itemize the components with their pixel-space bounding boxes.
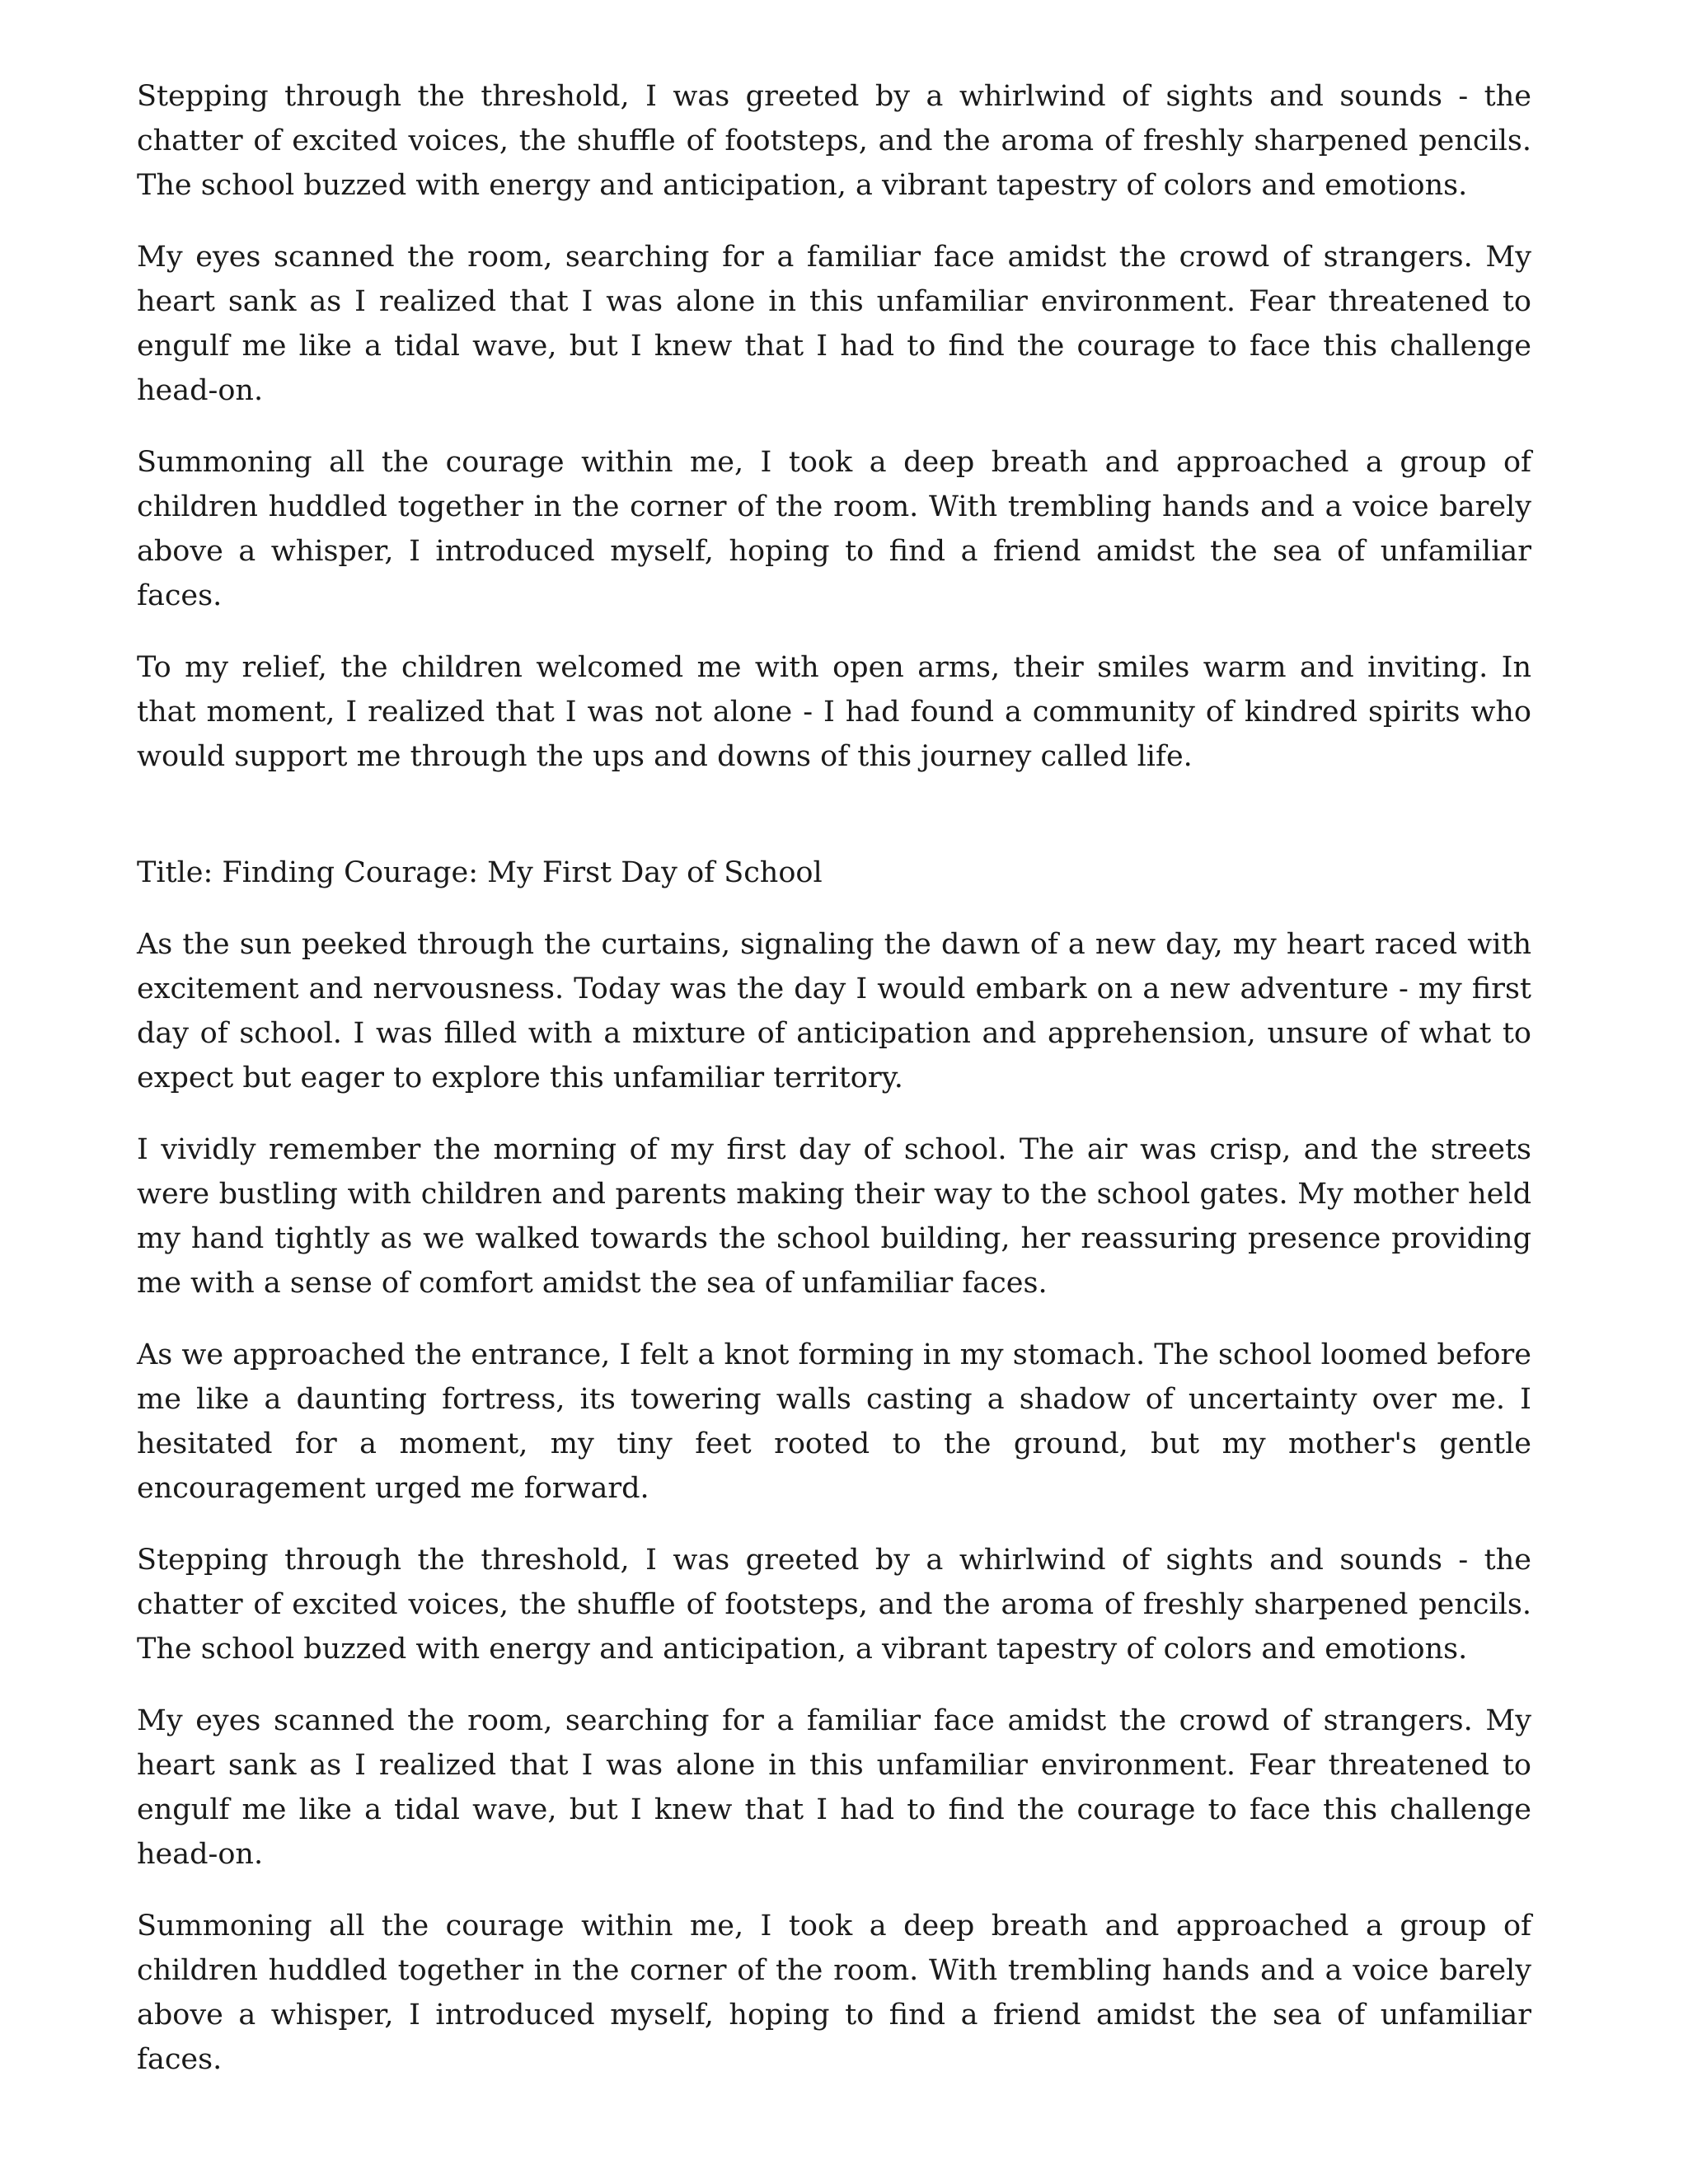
paragraph: My eyes scanned the room, searching for a familiar face amidst the crowd of strangers. My heart sank as I realized that I was alone in this unfamiliar environment. Fear threatened to engulf me like a tidal wave, but I knew that I had to find the courage to face this challenge head-on.	[137, 241, 1531, 407]
paragraph: Summoning all the courage within me, I took a deep breath and approached a group of children huddled together in the corner of the room. With trembling hands and a voice barely above a whisper, I introduced myself, hoping to find a friend amidst the sea of unfamiliar faces.	[137, 446, 1531, 612]
paragraph: As we approached the entrance, I felt a knot forming in my stomach. The school loomed before me like a daunting fortress, its towering walls casting a shadow of uncertainty over me. I hesitated for a moment, my tiny feet rooted to the ground, but my mother's gentle encouragement urged me forward.	[137, 1338, 1531, 1505]
paragraph: As the sun peeked through the curtains, signaling the dawn of a new day, my heart raced with excitement and nervousness. Today was the day I would embark on a new adventure - my first day of school. I was filled with a mixture of anticipation and apprehension, unsure of what to expect but eager to explore this unfamiliar territory.	[137, 928, 1531, 1094]
paragraph: I vividly remember the morning of my first day of school. The air was crisp, and the streets were bustling with children and parents making their way to the school gates. My mother held my hand tightly as we walked towards the school building, her reassuring presence providing me with a sense of comfort amidst the sea of unfamiliar faces.	[137, 1133, 1531, 1300]
paragraph: Stepping through the threshold, I was greeted by a whirlwind of sights and sounds - the chatter of excited voices, the shuffle of footsteps, and the aroma of freshly sharpened pencils. The school buzzed with energy and anticipation, a vibrant tapestry of colors and emotions.	[137, 1544, 1531, 1666]
paragraph: Summoning all the courage within me, I took a deep breath and approached a group of children huddled together in the corner of the room. With trembling hands and a voice barely above a whisper, I introduced myself, hoping to find a friend amidst the sea of unfamiliar faces.	[137, 1910, 1531, 2076]
paragraph: To my relief, the children welcomed me with open arms, their smiles warm and inviting. In that moment, I realized that I was not alone - I had found a community of kindred spirits who would support me through the ups and downs of this journey called life.	[137, 651, 1531, 773]
paragraph: Stepping through the threshold, I was greeted by a whirlwind of sights and sounds - the chatter of excited voices, the shuffle of footsteps, and the aroma of freshly sharpened pencils. The school buzzed with energy and anticipation, a vibrant tapestry of colors and emotions.	[137, 80, 1531, 202]
document-title: Title: Finding Courage: My First Day of School	[137, 856, 823, 889]
paragraph: My eyes scanned the room, searching for a familiar face amidst the crowd of strangers. My heart sank as I realized that I was alone in this unfamiliar environment. Fear threatened to engulf me like a tidal wave, but I knew that I had to find the courage to face this challenge head-on.	[137, 1704, 1531, 1871]
